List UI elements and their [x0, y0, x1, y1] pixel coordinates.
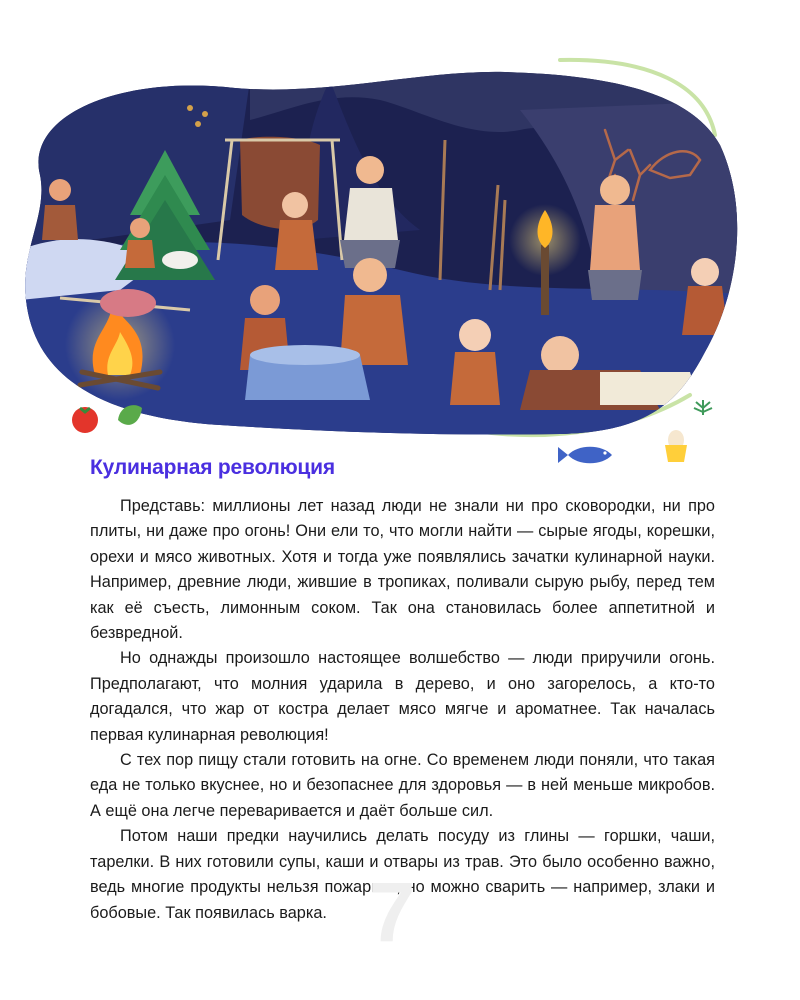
paragraph: Потом наши предки научились делать посуду из глины — горшки, чаши, тарелки. В них готовили супы, каши и отвары из трав. Это было особенно важно, ведь многие продукты нельзя пожарить, но можно сварить — например, злаки и бобовые. Так появилась варка.	[90, 827, 715, 922]
leaf-icon	[118, 405, 142, 425]
cave-illustration	[0, 0, 800, 480]
article-title: Кулинарная революция	[90, 456, 335, 479]
page-number: 7	[368, 865, 416, 959]
paragraph: Представь: миллионы лет назад люди не знали ни про сковородки, ни про плиты, ни даже про огонь! Они ели то, что могли найти — сырые ягоды, корешки, орехи и мясо животных. Хотя и тогда уже появлялись зачатки кулинарной науки. Например, древние люди, жившие в тропиках, поливали сырую рыбу, перед тем как её съесть, лимонным соком. Так она становилась более аппетитной и безвредной.	[90, 497, 715, 643]
egg-in-cup-icon	[665, 430, 687, 462]
article-body	[90, 494, 715, 926]
white-dog	[162, 251, 198, 269]
stone-table	[245, 345, 370, 400]
herb-icon	[694, 400, 712, 415]
paragraph: С тех пор пищу стали готовить на огне. Со временем люди поняли, что такая еда не только вкуснее, но и безопаснее для здоровья — в ней меньше микробов. А ещё она легче переваривается и даёт больше сил.	[90, 751, 715, 820]
paragraph: Но однажды произошло настоящее волшебство — люди приручили огонь. Предполагают, что молния ударила в дерево, и оно загорелось, а кто-то догадался, что жар от костра делает мясо мягче и ароматнее. Так началась первая кулинарная революция!	[90, 649, 715, 744]
tomato-icon	[72, 407, 98, 433]
fish-icon	[558, 447, 612, 464]
